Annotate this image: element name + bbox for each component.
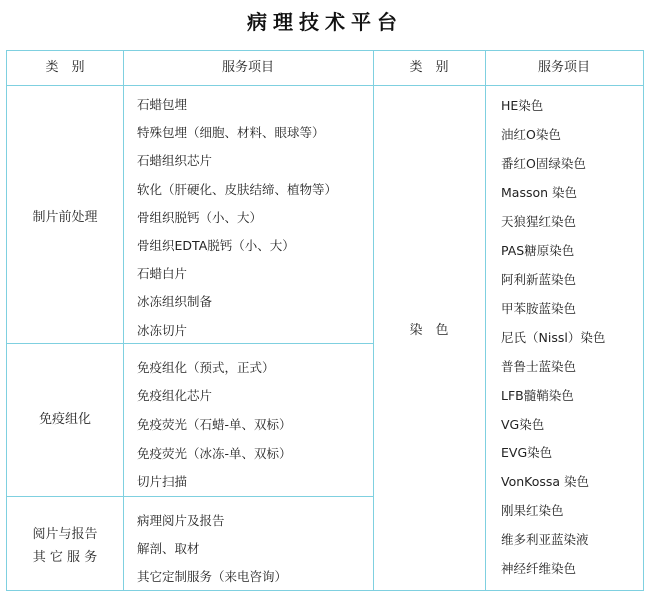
column-divider — [123, 51, 124, 590]
header-category-right: 类 别 — [409, 60, 449, 75]
stain-item: LFB髓鞘染色 — [501, 388, 574, 403]
stain-item: VG染色 — [501, 417, 545, 432]
stain-item: 神经纤维染色 — [501, 561, 577, 576]
service-item: 石蜡组织芯片 — [137, 153, 213, 168]
header-divider — [7, 85, 643, 86]
stain-item: 普鲁士蓝染色 — [501, 359, 577, 374]
service-table — [6, 50, 644, 591]
group-divider — [7, 496, 373, 497]
service-item: 骨组织脱钙（小、大） — [137, 210, 263, 225]
service-item: 软化（肝硬化、皮肤结缔、植物等） — [137, 182, 338, 197]
stain-item: 维多利亚蓝染液 — [501, 532, 589, 547]
page-title: 病理技术平台 — [247, 10, 403, 34]
service-item: 切片扫描 — [137, 474, 188, 489]
service-item: 病理阅片及报告 — [137, 513, 225, 528]
stain-item: PAS糖原染色 — [501, 243, 575, 258]
category-prep: 制片前处理 — [32, 210, 98, 225]
category-report-line2: 其 它 服 务 — [32, 550, 98, 565]
service-item: 其它定制服务（来电咨询） — [137, 569, 288, 584]
stain-item: 甲苯胺蓝染色 — [501, 301, 577, 316]
category-stain: 染 色 — [409, 323, 449, 338]
service-item: 冰冻切片 — [137, 323, 188, 338]
header-service-right: 服务项目 — [537, 60, 590, 75]
service-item: 免疫组化（预式，正式） — [137, 360, 275, 375]
group-divider — [7, 343, 373, 344]
column-divider — [485, 51, 486, 590]
service-item: 石蜡白片 — [137, 266, 188, 281]
header-service-left: 服务项目 — [221, 60, 274, 75]
stain-item: 阿利新蓝染色 — [501, 272, 577, 287]
service-item: 冰冻组织制备 — [137, 294, 213, 309]
service-item: 免疫荧光（石蜡-单、双标） — [137, 417, 292, 432]
stain-item: 尼氏（Nissl）染色 — [501, 330, 606, 345]
header-category-left: 类 别 — [45, 60, 85, 75]
category-ihc: 免疫组化 — [38, 412, 91, 427]
service-item: 解剖、取材 — [137, 541, 200, 556]
stain-item: 天狼猩红染色 — [501, 214, 577, 229]
stain-item: HE染色 — [501, 98, 544, 113]
stain-item: Masson 染色 — [501, 185, 578, 200]
category-report-line1: 阅片与报告 — [32, 527, 98, 542]
stain-item: EVG染色 — [501, 445, 553, 460]
service-item: 免疫荧光（冰冻-单、双标） — [137, 446, 292, 461]
stain-item: 油红O染色 — [501, 127, 561, 142]
stain-item: 番红O固绿染色 — [501, 156, 586, 171]
service-item: 特殊包埋（细胞、材料、眼球等） — [137, 125, 325, 140]
stain-item: VonKossa 染色 — [501, 474, 590, 489]
service-item: 骨组织EDTA脱钙（小、大） — [137, 238, 295, 253]
service-item: 免疫组化芯片 — [137, 388, 213, 403]
service-item: 石蜡包埋 — [137, 97, 188, 112]
stain-item: 刚果红染色 — [501, 503, 564, 518]
